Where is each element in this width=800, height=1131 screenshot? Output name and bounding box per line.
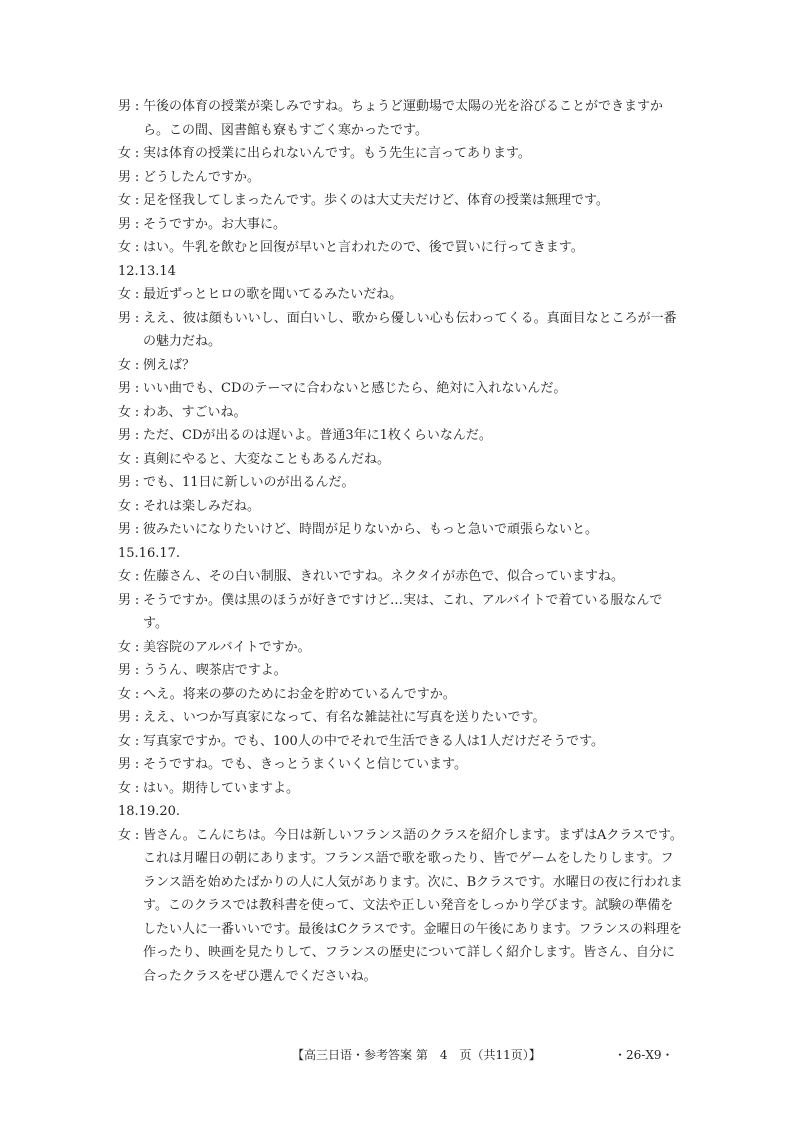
speaker-label: 女 bbox=[118, 240, 132, 255]
dialogue-text: そうですね。でも、きっとうまくいくと信じています。 bbox=[143, 757, 467, 772]
speaker-separator: : bbox=[134, 193, 140, 208]
speaker-separator: : bbox=[134, 310, 140, 326]
speaker-separator: : bbox=[134, 663, 140, 678]
speaker-label: 男 bbox=[118, 710, 132, 725]
speaker-separator: : bbox=[134, 569, 140, 584]
dialogue-line bbox=[118, 565, 683, 589]
speaker-label: 女 bbox=[118, 686, 132, 702]
dialogue-text: はい。期待していますよ。 bbox=[143, 780, 300, 796]
speaker-label: 女 bbox=[118, 146, 132, 161]
dialogue-line bbox=[118, 401, 683, 425]
speaker-separator: : bbox=[134, 522, 140, 537]
dialogue-text: ただ、CDが出るのは遅いよ。普通3年に1枚くらいなんだ。 bbox=[143, 428, 492, 443]
dialogue-text: 真剣にやると、大変なこともあるんだね。 bbox=[143, 451, 391, 467]
dialogue-line bbox=[118, 236, 683, 260]
dialogue-line bbox=[118, 589, 683, 636]
dialogue-text: ええ、いつか写真家になって、有名な雑誌社に写真を送りたいです。 bbox=[143, 710, 546, 725]
speaker-separator: : bbox=[134, 639, 140, 655]
speaker-separator: : bbox=[134, 780, 140, 796]
footer-page-info: 【高三日语・参考答案 第 4 页（共11页）】 bbox=[292, 1048, 541, 1062]
speaker-label: 女 bbox=[118, 193, 132, 208]
section-header: 18.19.20. bbox=[118, 804, 181, 819]
dialogue-text: そうですか。お大事に。 bbox=[143, 216, 287, 232]
speaker-label: 女 bbox=[118, 827, 132, 843]
speaker-separator: : bbox=[134, 240, 140, 255]
speaker-label: 男 bbox=[118, 169, 132, 185]
dialogue-text: ううん、喫茶店ですよ。 bbox=[143, 663, 287, 678]
dialogue-text: 最近ずっとヒロの歌を聞いてるみたいだね。 bbox=[143, 287, 403, 302]
speaker-label: 男 bbox=[118, 99, 132, 114]
section-header: 12.13.14 bbox=[118, 263, 176, 279]
dialogue-line bbox=[118, 448, 683, 472]
speaker-separator: : bbox=[134, 710, 140, 725]
dialogue-text: いい曲でも、CDのテーマに合わないと感じたら、絶対に入れないんだ。 bbox=[143, 381, 567, 396]
speaker-label: 女 bbox=[118, 404, 132, 420]
dialogue-text: 佐藤さん、その白い制服、きれいですね。ネクタイが赤色で、似合っていますね。 bbox=[143, 569, 625, 584]
dialogue-line bbox=[118, 142, 683, 166]
dialogue-line bbox=[118, 659, 683, 683]
dialogue-text: それは楽しみだね。 bbox=[143, 498, 261, 514]
dialogue-text: 彼みたいになりたいけど、時間が足りないから、もっと急いで頑張らないと。 bbox=[143, 522, 599, 537]
speaker-label: 女 bbox=[118, 287, 132, 302]
speaker-separator: : bbox=[134, 404, 140, 420]
speaker-label: 男 bbox=[118, 216, 132, 232]
dialogue-line bbox=[118, 753, 683, 777]
document-body bbox=[118, 95, 683, 988]
dialogue-line bbox=[118, 424, 683, 448]
dialogue-line bbox=[118, 495, 683, 519]
speaker-label: 男 bbox=[118, 592, 132, 608]
dialogue-line bbox=[118, 95, 683, 142]
speaker-label: 男 bbox=[118, 475, 132, 490]
speaker-label: 男 bbox=[118, 381, 132, 396]
speaker-separator: : bbox=[134, 381, 140, 396]
dialogue-text: そうですか。僕は黒のほうが好きですけど…実は、これ、アルバイトで着ている服なんです。 bbox=[143, 592, 663, 631]
dialogue-line bbox=[118, 636, 683, 660]
speaker-label: 男 bbox=[118, 310, 132, 326]
speaker-separator: : bbox=[134, 827, 140, 843]
speaker-separator: : bbox=[134, 216, 140, 232]
speaker-label: 女 bbox=[118, 451, 132, 467]
speaker-separator: : bbox=[134, 451, 140, 467]
speaker-separator: : bbox=[134, 733, 140, 749]
dialogue-line bbox=[118, 518, 683, 542]
dialogue-text: わあ、すごいね。 bbox=[143, 404, 247, 420]
dialogue-text: へえ。将来の夢のためにお金を貯めているんですか。 bbox=[143, 686, 456, 702]
speaker-separator: : bbox=[134, 99, 140, 114]
dialogue-line bbox=[118, 377, 683, 401]
speaker-separator: : bbox=[134, 146, 140, 161]
speaker-label: 男 bbox=[118, 428, 132, 443]
dialogue-text: 美容院のアルバイトですか。 bbox=[143, 639, 311, 655]
page-footer bbox=[0, 1046, 800, 1066]
dialogue-text: 実は体育の授業に出られないんです。もう先生に言ってあります。 bbox=[143, 146, 531, 161]
dialogue-text: 足を怪我してしまったんです。歩くのは大丈夫だけど、体育の授業は無理です。 bbox=[143, 193, 609, 208]
footer-exam-code: ・26-X9・ bbox=[614, 1048, 674, 1062]
dialogue-text: 午後の体育の授業が楽しみですね。ちょうど運動場で太陽の光を浴びることができますから。この間、図書館も寮もすごく寒かったです。 bbox=[143, 99, 664, 138]
dialogue-text: 例えば？ bbox=[143, 357, 196, 373]
speaker-label: 男 bbox=[118, 757, 132, 772]
dialogue-line bbox=[118, 683, 683, 707]
speaker-separator: : bbox=[134, 169, 140, 185]
dialogue-line bbox=[118, 283, 683, 307]
speaker-label: 女 bbox=[118, 639, 132, 655]
speaker-label: 女 bbox=[118, 780, 132, 796]
dialogue-line bbox=[118, 777, 683, 801]
section-header: 15.16.17. bbox=[118, 545, 181, 561]
dialogue-line bbox=[118, 354, 683, 378]
speaker-separator: : bbox=[134, 475, 140, 490]
dialogue-text: ええ、彼は顔もいいし、面白いし、歌から優しい心も伝わってくる。真面目なところが一番の魅力だね。 bbox=[143, 310, 677, 349]
dialogue-line bbox=[118, 307, 683, 354]
dialogue-text: はい。牛乳を飲むと回復が早いと言われたので、後で買いに行ってきます。 bbox=[143, 240, 584, 255]
dialogue-line bbox=[118, 213, 683, 237]
speaker-separator: : bbox=[134, 498, 140, 514]
speaker-separator: : bbox=[134, 428, 140, 443]
speaker-separator: : bbox=[134, 592, 140, 608]
speaker-label: 男 bbox=[118, 522, 132, 537]
dialogue-line bbox=[118, 730, 683, 754]
dialogue-line bbox=[118, 166, 683, 190]
speaker-label: 男 bbox=[118, 663, 132, 678]
dialogue-text: どうしたんですか。 bbox=[143, 169, 261, 185]
dialogue-text: 写真家ですか。でも、100人の中でそれで生活できる人は1人だけだそうです。 bbox=[143, 733, 605, 749]
speaker-label: 女 bbox=[118, 498, 132, 514]
speaker-separator: : bbox=[134, 757, 140, 772]
speaker-label: 女 bbox=[118, 569, 132, 584]
speaker-separator: : bbox=[134, 357, 140, 373]
speaker-separator: : bbox=[134, 686, 140, 702]
dialogue-line bbox=[118, 471, 683, 495]
dialogue-text: 皆さん。こんにちは。今日は新しいフランス語のクラスを紹介します。まずはAクラスです。これは月曜日の朝にあります。フランス語で歌を歌ったり、皆でゲームをしたりします。フランス語を始めたばかりの人に人気があります。次に、Bクラスです。水曜日の夜に行われます。このクラスでは教科書を使って、文法や正しい発音をしっかり学びます。試験の準備をしたい人に一番いいです。最後はCクラスです。金曜日の午後にあります。フランスの料理を作ったり、映画を見たりして、フランスの歴史について詳しく紹介します。皆さん、自分に合ったクラスをぜひ選んでくださいね。 bbox=[143, 827, 683, 984]
speaker-separator: : bbox=[134, 287, 140, 302]
speaker-label: 女 bbox=[118, 733, 132, 749]
dialogue-line bbox=[118, 706, 683, 730]
dialogue-text: でも、11日に新しいのが出るんだ。 bbox=[143, 475, 355, 490]
dialogue-line bbox=[118, 824, 683, 989]
speaker-label: 女 bbox=[118, 357, 132, 373]
dialogue-line bbox=[118, 189, 683, 213]
